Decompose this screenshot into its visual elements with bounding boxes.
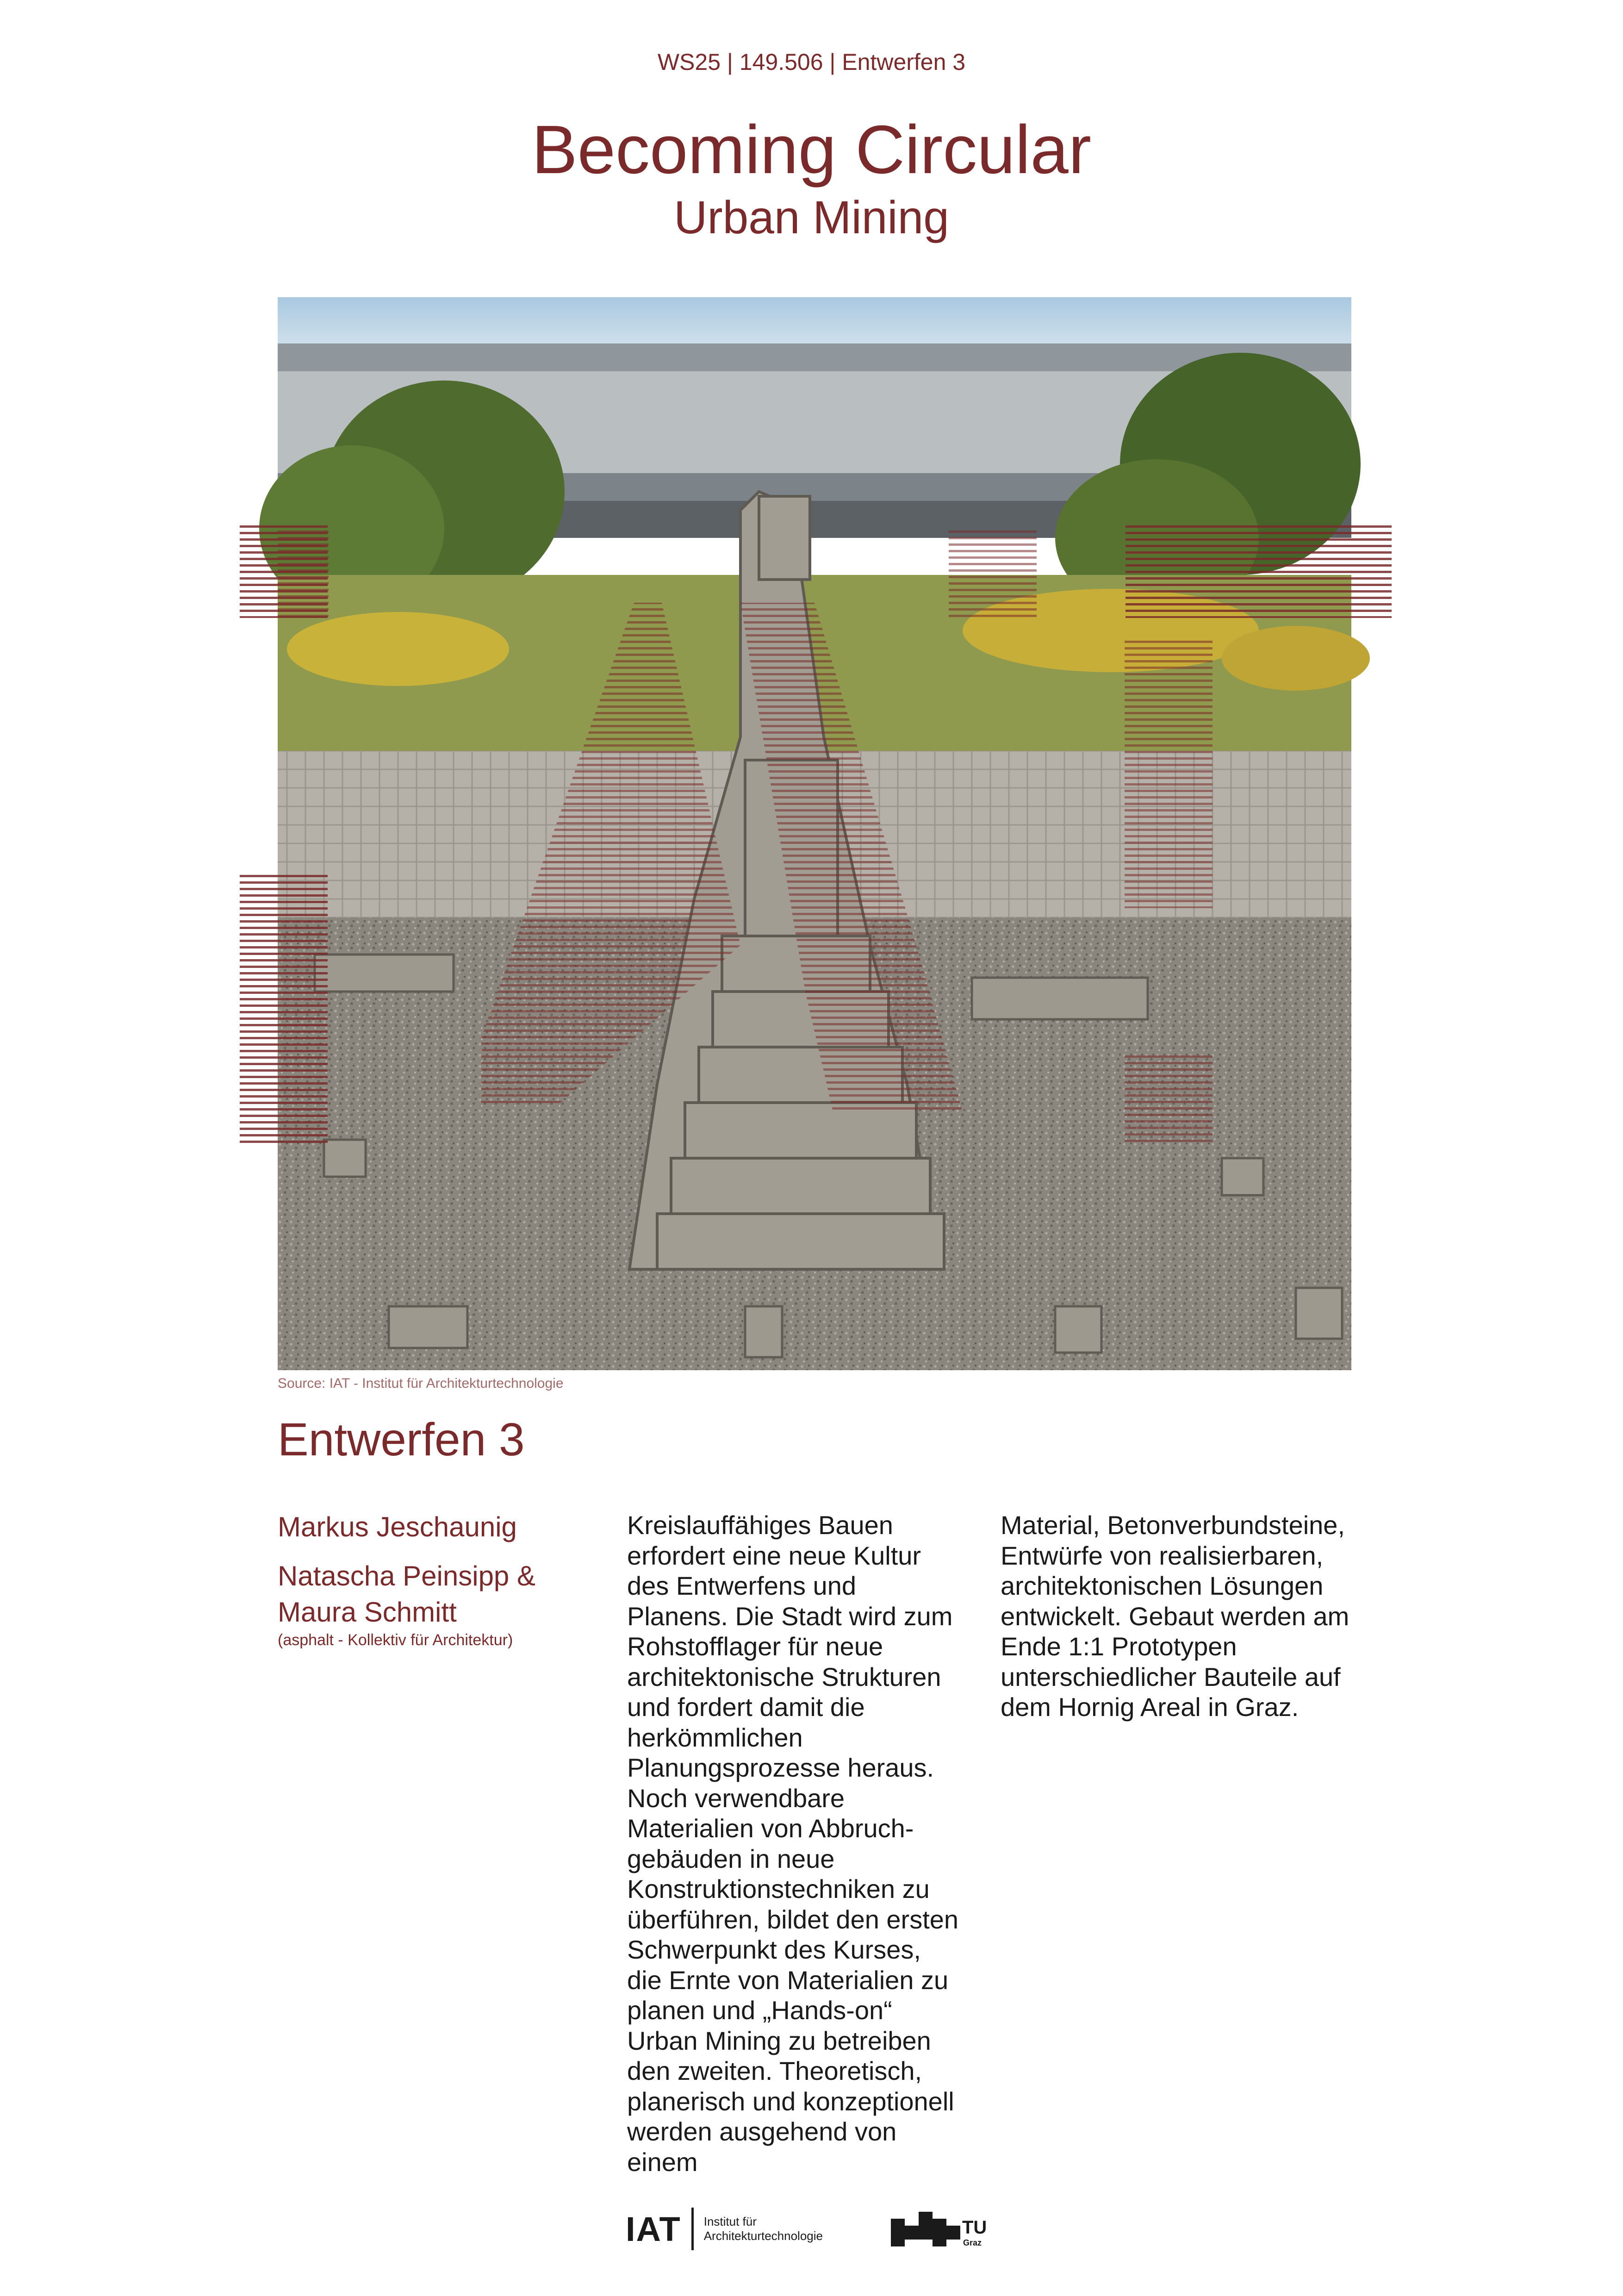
- tu-graz-logo: [891, 2205, 987, 2251]
- section-heading: Entwerfen 3: [278, 1414, 525, 1466]
- striped-overlay-left-bottom: [240, 875, 328, 1143]
- striped-overlay-right-top: [1126, 525, 1392, 618]
- tu-logo-sub: Graz: [963, 2238, 982, 2247]
- photo-caption: Source: IAT - Institut für Architekturtechnologie: [278, 1376, 564, 1391]
- poster-title: Becoming Circular: [531, 112, 1092, 188]
- iat-logo-text: [704, 2215, 823, 2243]
- authors-block: [278, 1509, 565, 1649]
- body-text-column-2: Material, Betonverbundsteine, Entwürfe von realisierbaren, architektonischen Lösungen entwickelt. Gebaut werden am Ende 1:1 Prototypen unterschiedlicher Bauteile auf dem Hornig Areal in Graz.: [1001, 1510, 1349, 1722]
- hero-photo: [278, 297, 1351, 1370]
- footer-logos: [0, 2201, 1623, 2257]
- iat-logo-line: Institut für: [703, 2214, 757, 2228]
- iat-logo-divider: [691, 2208, 694, 2250]
- iat-logo-mark: IAT: [626, 2209, 681, 2248]
- iat-logo: [626, 2201, 823, 2257]
- striped-overlay-left-top: [240, 525, 328, 618]
- author-name: Markus Jeschaunig: [278, 1511, 517, 1542]
- author-name: Natascha Peinsipp &: [278, 1560, 535, 1591]
- poster-subtitle: Urban Mining: [674, 192, 949, 243]
- iat-logo-line: Architekturtechnologie: [703, 2229, 823, 2243]
- tu-logo-mark: TU: [962, 2217, 987, 2238]
- author-name: Maura Schmitt: [278, 1597, 457, 1628]
- course-line: WS25 | 149.506 | Entwerfen 3: [657, 49, 966, 75]
- body-text-column-1: Kreislauffähiges Bauen erfordert eine neue Kultur des Entwerfens und Planens. Die Stadt wird zum Rohstofflager für neue architektonische Strukturen und fordert damit die herkömmlichen Planungsprozesse heraus. Noch verwendbare Materialien von Abbruch-gebäuden in neue Konstruktionstechniken zu überführen, bildet den ersten Schwerpunkt des Kurses, die Ernte von Materialien zu planen und „Hands-on“ Urban Mining zu betreiben den zweiten. Theoretisch, planerisch und konzeptionell werden ausgehend von einem: [627, 1510, 959, 2177]
- author-organization: (asphalt - Kollektiv für Architektur): [278, 1631, 513, 1649]
